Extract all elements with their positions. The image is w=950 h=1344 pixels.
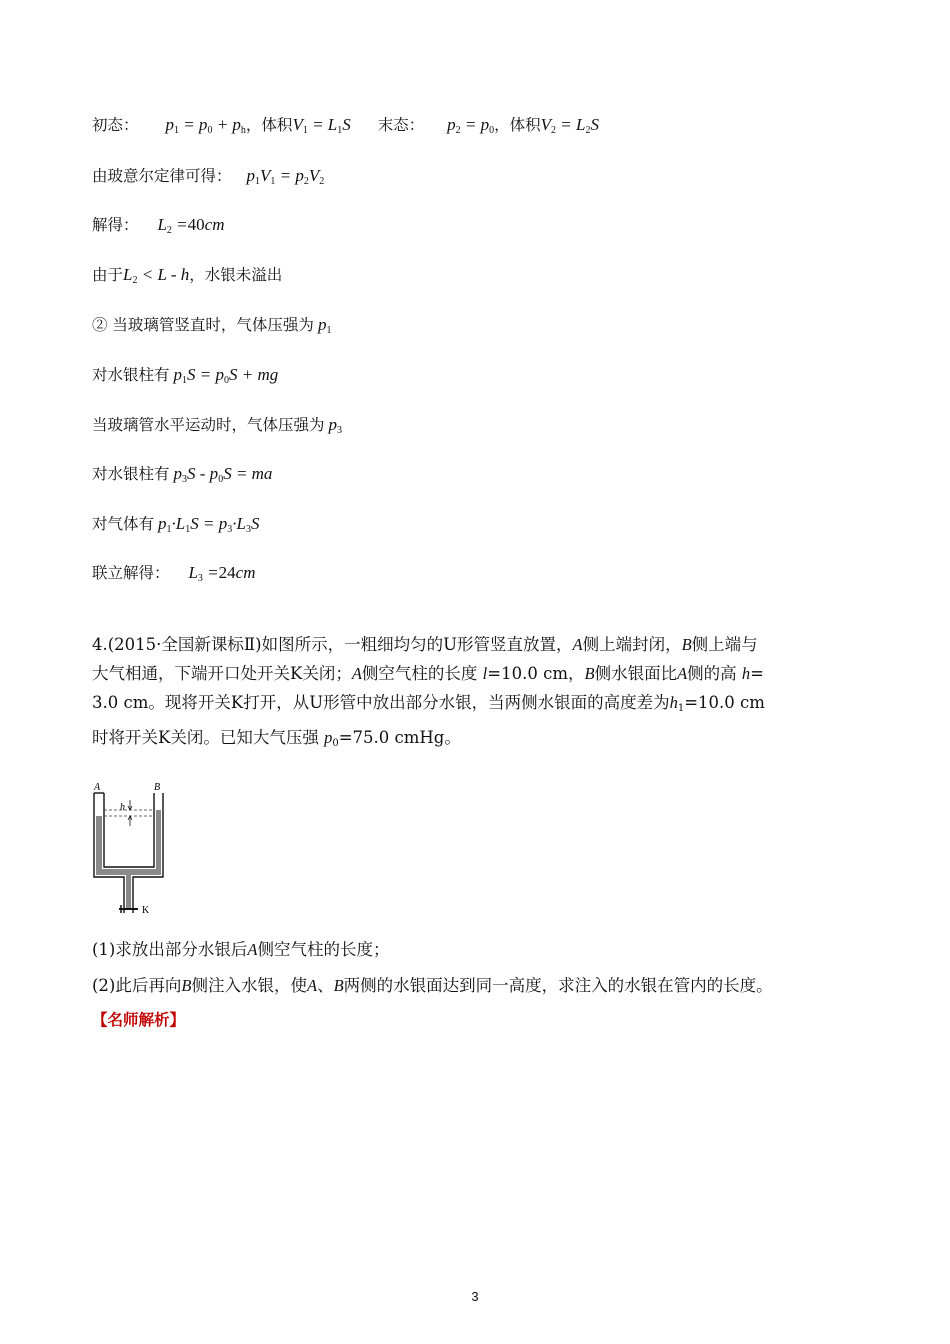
solution-line-4: 由于$L_2 < L - h$，水银未溢出: [92, 265, 283, 286]
problem-line-1: 4.(2015·全国新课标Ⅱ)如图所示，一粗细均匀的U形管竖直放置，A侧上端封闭，B侧上端与: [92, 635, 758, 654]
solution-line-10: 联立解得： $L_3 =24cm$: [92, 563, 256, 584]
problem-statement: [92, 630, 867, 758]
solution-line-2: 由玻意尔定律可得： $p_1V_1 = p_2V_2$: [92, 166, 325, 187]
solution-line-1: 初态： $p_1 = p_0 + p_h$，体积$V_1 = L_1S$ 末态： $p_2 = p_0$，体积$V_2 = L_2S$: [92, 115, 599, 136]
u-tube-diagram: [88, 780, 178, 922]
label-a: A: [94, 782, 101, 793]
problem-line-3: 3.0 cm。现将开关K打开，从U形管中放出部分水银，当两侧水银面的高度差为$h_1=10.0$ cm: [92, 693, 765, 714]
solution-line-5: ② 当玻璃管竖直时，气体压强为 $p_1$: [92, 315, 332, 336]
question-1: (1)求放出部分水银后A侧空气柱的长度；: [92, 940, 390, 959]
mercury-drain: [126, 875, 131, 909]
solution-line-3: 解得： $L_2 =40cm$: [92, 215, 225, 236]
problem-line-2: 大气相通，下端开口处开关K关闭；A侧空气柱的长度 l=10.0 cm，B侧水银面比A侧的高 h=: [92, 664, 764, 683]
solution-line-8: 对水银柱有 $p_3S - p_0S$ = ma: [92, 464, 273, 485]
initial-state-label: 初态：: [92, 116, 139, 134]
label-h: h: [120, 802, 125, 813]
final-state-label: 末态：: [377, 116, 425, 134]
tube-inner-wall: [104, 793, 154, 867]
solution-line-9: 对气体有 $p_1\cdot L_1S = p_3\cdot L_3S$: [92, 514, 260, 535]
analysis-heading: 【名师解析】: [92, 1010, 186, 1029]
solution-line-6: 对水银柱有 $p_1S = p_0S$ + mg: [92, 365, 279, 386]
solution-line-7: 当玻璃管水平运动时，气体压强为 $p_3$: [92, 415, 343, 436]
label-b: B: [154, 782, 161, 793]
page-number: 3: [471, 1289, 479, 1304]
question-2: (2)此后再向B侧注入水银，使A、B两侧的水银面达到同一高度，求注入的水银在管内的长度。: [92, 976, 773, 995]
label-k: K: [142, 905, 150, 916]
problem-line-4: 时将开关K关闭。已知大气压强 $p_0=75.0$ cmHg。: [92, 728, 461, 749]
